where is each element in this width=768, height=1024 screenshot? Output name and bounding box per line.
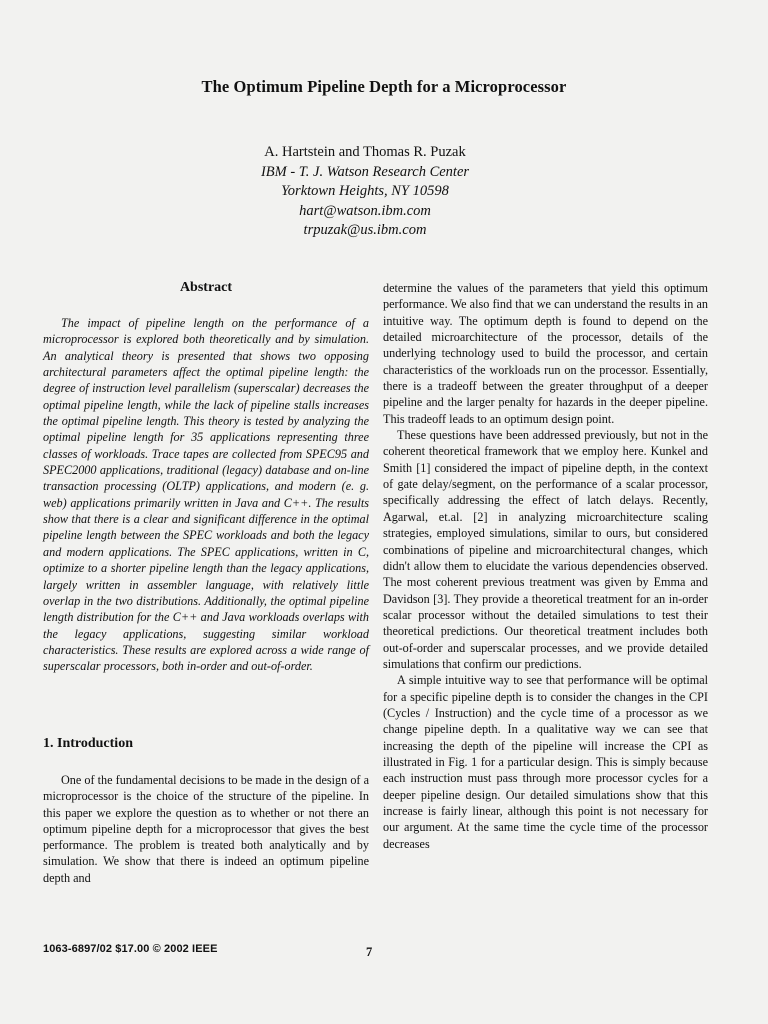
abstract-heading: Abstract xyxy=(179,280,233,295)
introduction-heading: 1. Introduction xyxy=(43,736,133,751)
author-location: Yorktown Heights, NY 10598 xyxy=(281,183,449,199)
author-email-1: hart@watson.ibm.com xyxy=(299,202,431,219)
introduction-text: One of the fundamental decisions to be made in the design of a microprocessor is the choice of the structure of the pipeline. In this paper we explore the question as to whether or not there an optimum pipeline depth for a microprocessor that gives the best performance. The problem is treated both analytically and by simulation. We show that there is indeed an optimum pipeline depth and xyxy=(43,773,369,885)
page-number: 7 xyxy=(366,945,373,959)
copyright-notice: 1063-6897/02 $17.00 © 2002 IEEE xyxy=(43,943,218,955)
author-names: A. Hartstein and Thomas R. Puzak xyxy=(264,144,466,160)
author-affiliation: IBM - T. J. Watson Research Center xyxy=(260,163,470,180)
author-email-2: trpuzak@us.ibm.com xyxy=(303,222,427,238)
abstract-text: The impact of pipeline length on the performance of a microprocessor is explored both theoretically and by simulation. An analytical theory is presented that shows two opposing architectural parameters affect the optimal pipeline length: the degree of instruction level parallelism (superscalar) decreases the optimal pipeline length, while the lack of pipeline stalls increases the optimal pipeline length. This theory is tested by analyzing the optimal pipeline length for 35 applications representing three classes of workloads. Trace tapes are collected from SPEC95 and SPEC2000 applications, traditional (legacy) database and on-line transaction processing (OLTP) applications, and modern (e. g. web) applications primarily written in Java and C++. The results show that there is a clear and significant difference in the optimal pipeline length between the SPEC workloads and both the legacy and modern applications. The SPEC applications, written in C, optimize to a shorter pipeline length than the legacy applications, largely written in assembler language, with relatively little overlap in the two distributions. Additionally, the optimal pipeline length distribution for the C++ and Java workloads overlaps with the legacy applications, suggesting similar workload characteristics. These results are explored across a wide range of superscalar processors, both in-order and out-of-order. xyxy=(43,316,369,674)
author-block xyxy=(0,143,730,241)
right-paragraph-2: These questions have been addressed previously, but not in the coherent theoretical framework that we employ here. Kunkel and Smith [1] considered the impact of pipeline depth, in the context of gate delay/segment, on the performance of a scalar processor, specifically addressing the effect of latch delays. Recently, Agarwal, et.al. [2] in analyzing microarchitecture scaling strategies, employed simulations, similar to ours, but considered combinations of pipeline and microarchitectural changes, which didn't allow them to elucidate the various dependencies observed. The most coherent previous treatment was given by Emma and Davidson [3]. They provide a theoretical treatment for an in-order scalar processor without the detailed simulations to test their theoretical predictions. Our theoretical treatment includes both out-of-order and superscalar processes, and we provide detailed simulations that confirm our predictions. xyxy=(383,428,708,671)
right-column xyxy=(383,280,708,852)
right-paragraph-1: determine the values of the parameters that yield this optimum performance. We also find that we can understand the results in an intuitive way. The optimum depth is found to depend on the detailed microarchitecture of the processor, details of the underlying technology used to build the processor, and certain characteristics of the workloads run on the processor. Essentially, there is a tradeoff between the greater throughput of a deeper pipeline and the larger penalty for hazards in the deeper pipeline. This tradeoff leads to an optimum design point. xyxy=(383,281,708,426)
paper-title: The Optimum Pipeline Depth for a Microprocessor xyxy=(201,77,567,96)
right-paragraph-3: A simple intuitive way to see that performance will be optimal for a specific pipeline depth is to consider the changes in the CPI (Cycles / Instruction) and the cycle time of a processor as we change pipeline depth. In a qualitative way we can see that increasing the depth of the pipeline will increase the CPI as illustrated in Fig. 1 for a particular design. This is simply because each instruction must pass through more processor cycles for a deeper pipeline design. Our detailed simulations show that this increase is fairly linear, although this point is not necessary for our argument. At the same time the cycle time of the processor decreases xyxy=(383,673,708,851)
